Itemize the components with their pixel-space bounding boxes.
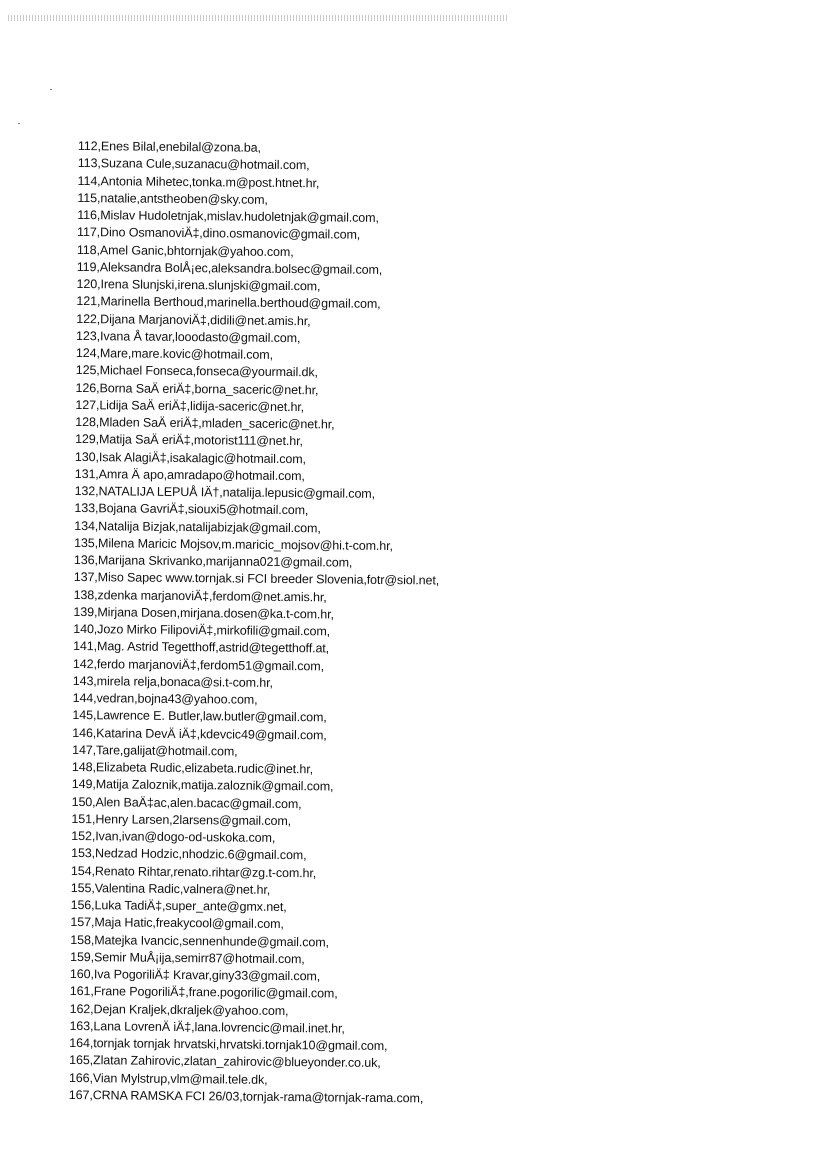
list-item: 121,Marinella Berthoud,marinella.berthoud@gmail.com, (76, 294, 381, 312)
list-item: 160,Iva PogoriliÄ‡ Kravar,giny33@gmail.com, (69, 966, 321, 984)
scan-artifact-top (8, 15, 508, 21)
list-item: 114,Antonia Mihetec,tonka.m@post.htnet.hr, (77, 173, 320, 190)
contact-list (69, 138, 444, 1107)
list-item: 154,Renato Rihtar,renato.rihtar@zg.t-com.hr, (70, 863, 317, 880)
list-item: 162,Dejan Kraljek,dkraljek@yahoo.com, (69, 1001, 289, 1018)
list-item: 158,Matejka Ivancic,sennenhunde@gmail.com, (70, 932, 330, 949)
list-item: 144,vedran,bojna43@yahoo.com, (72, 690, 258, 707)
list-item: 148,Elizabeta Rudic,elizabeta.rudic@inet.hr, (71, 759, 314, 777)
list-item: 147,Tare,galijat@hotmail.com, (72, 742, 238, 759)
list-item: 116,Mislav Hudoletnjak,mislav.hudoletnjak@gmail.com, (77, 207, 379, 225)
list-item: 131,Amra Ä apo,amradapo@hotmail.com, (74, 466, 305, 483)
list-item: 133,Bojana GavriÄ‡,siouxi5@hotmail.com, (74, 501, 309, 518)
list-item: 156,Luka TadiÄ‡,super_ante@gmx.net, (70, 897, 287, 915)
list-item: 129,Matija SaÄ eriÄ‡,motorist111@net.hr, (75, 432, 303, 449)
list-item: 127,Lidija SaÄ eriÄ‡,lidija-saceric@net.hr, (75, 397, 305, 414)
list-item: 167,CRNA RAMSKA FCI 26/03,tornjak-rama@tornjak-rama.com, (68, 1087, 424, 1106)
list-item: 118,Amel Ganic,bhtornjak@yahoo.com, (76, 242, 294, 259)
list-item: 166,Vian Mylstrup,vlm@mail.tele.dk, (68, 1070, 268, 1087)
list-item: 151,Henry Larsen,2larsens@gmail.com, (71, 811, 292, 828)
list-item: 115,natalie,antstheoben@sky.com, (77, 190, 268, 207)
list-item: 132,NATALIJA LEPUÅ IÄ†,natalija.lepusic@gmail.com, (74, 483, 376, 501)
list-item: 153,Nedzad Hodzic,nhodzic.6@gmail.com, (71, 846, 307, 863)
list-item: 155,Valentina Radic,valnera@net.hr, (70, 880, 271, 897)
list-item: 112,Enes Bilal,enebilal@zona.ba, (77, 138, 261, 155)
list-item: 143,mirela relja,bonaca@si.t-com.hr, (72, 673, 274, 690)
scan-speck (50, 89, 52, 90)
list-item: 136,Marijana Skrivanko,marijanna021@gmail.com, (73, 552, 353, 570)
list-item: 125,Michael Fonseca,fonseca@yourmail.dk, (75, 363, 318, 380)
list-item: 163,Lana LovrenÄ iÄ‡,lana.lovrencic@mail.inet.hr, (69, 1018, 345, 1036)
list-item: 128,Mladen SaÄ eriÄ‡,mladen_saceric@net.hr, (75, 414, 335, 432)
list-item: 123,Ivana Å tavar,looodasto@gmail.com, (76, 328, 301, 345)
list-item: 142,ferdo marjanoviÄ‡,ferdom51@gmail.com, (72, 656, 325, 673)
list-item: 119,Aleksandra BolÅ¡ec,aleksandra.bolsec@gmail.com, (76, 259, 383, 277)
list-item: 122,Dijana MarjanoviÄ‡,didili@net.amis.hr, (76, 311, 311, 328)
list-item: 152,Ivan,ivan@dogo-od-uskoka.com, (71, 828, 276, 845)
list-item: 135,Milena Maricic Mojsov,m.maricic_mojsov@hi.t-com.hr, (74, 535, 394, 553)
list-item: 130,Isak AlagiÄ‡,isakalagic@hotmail.com, (74, 449, 307, 466)
list-item: 138,zdenka marjanoviÄ‡,ferdom@net.amis.hr, (73, 587, 327, 604)
list-item: 141,Mag. Astrid Tegetthoff,astrid@tegetthoff.at, (73, 639, 330, 656)
list-item: 149,Matija Zaloznik,matija.zaloznik@gmail.com, (71, 777, 334, 794)
list-item: 126,Borna SaÄ eriÄ‡,borna_saceric@net.hr, (75, 380, 319, 397)
list-item: 134,Natalija Bizjak,natalijabizjak@gmail.com, (74, 518, 321, 535)
list-item: 157,Maja Hatic,freakycool@gmail.com, (70, 915, 284, 932)
list-item: 117,Dino OsmanoviÄ‡,dino.osmanovic@gmail.com, (77, 225, 361, 242)
list-item: 146,Katarina DevÄ iÄ‡,kdevcic49@gmail.com, (72, 725, 327, 742)
list-item: 113,Suzana Cule,suzanacu@hotmail.com, (77, 156, 310, 173)
list-item: 139,Mirjana Dosen,mirjana.dosen@ka.t-com.hr, (73, 604, 335, 622)
list-item: 120,Irena Slunjski,irena.slunjski@gmail.com, (76, 276, 321, 294)
list-item: 161,Frane PogoriliÄ‡,frane.pogorilic@gmail.com, (69, 984, 338, 1001)
list-item: 145,Lawrence E. Butler,law.butler@gmail.com, (72, 708, 327, 725)
list-item: 140,Jozo Mirko FilipoviÄ‡,mirkofili@gmail.com, (73, 621, 331, 639)
list-item: 124,Mare,mare.kovic@hotmail.com, (75, 345, 274, 362)
scan-speck (18, 123, 20, 124)
list-item: 137,Miso Sapec www.tornjak.si FCI breeder Slovenia,fotr@siol.net, (73, 570, 440, 588)
list-item: 159,Semir MuÅ¡ija,semirr87@hotmail.com, (70, 949, 305, 966)
list-item: 150,Alen BaÄ‡ac,alen.bacac@gmail.com, (71, 794, 302, 811)
list-item: 164,tornjak tornjak hrvatski,hrvatski.tornjak10@gmail.com, (69, 1035, 388, 1054)
list-item: 165,Zlatan Zahirovic,zlatan_zahirovic@blueyonder.co.uk, (69, 1053, 381, 1071)
